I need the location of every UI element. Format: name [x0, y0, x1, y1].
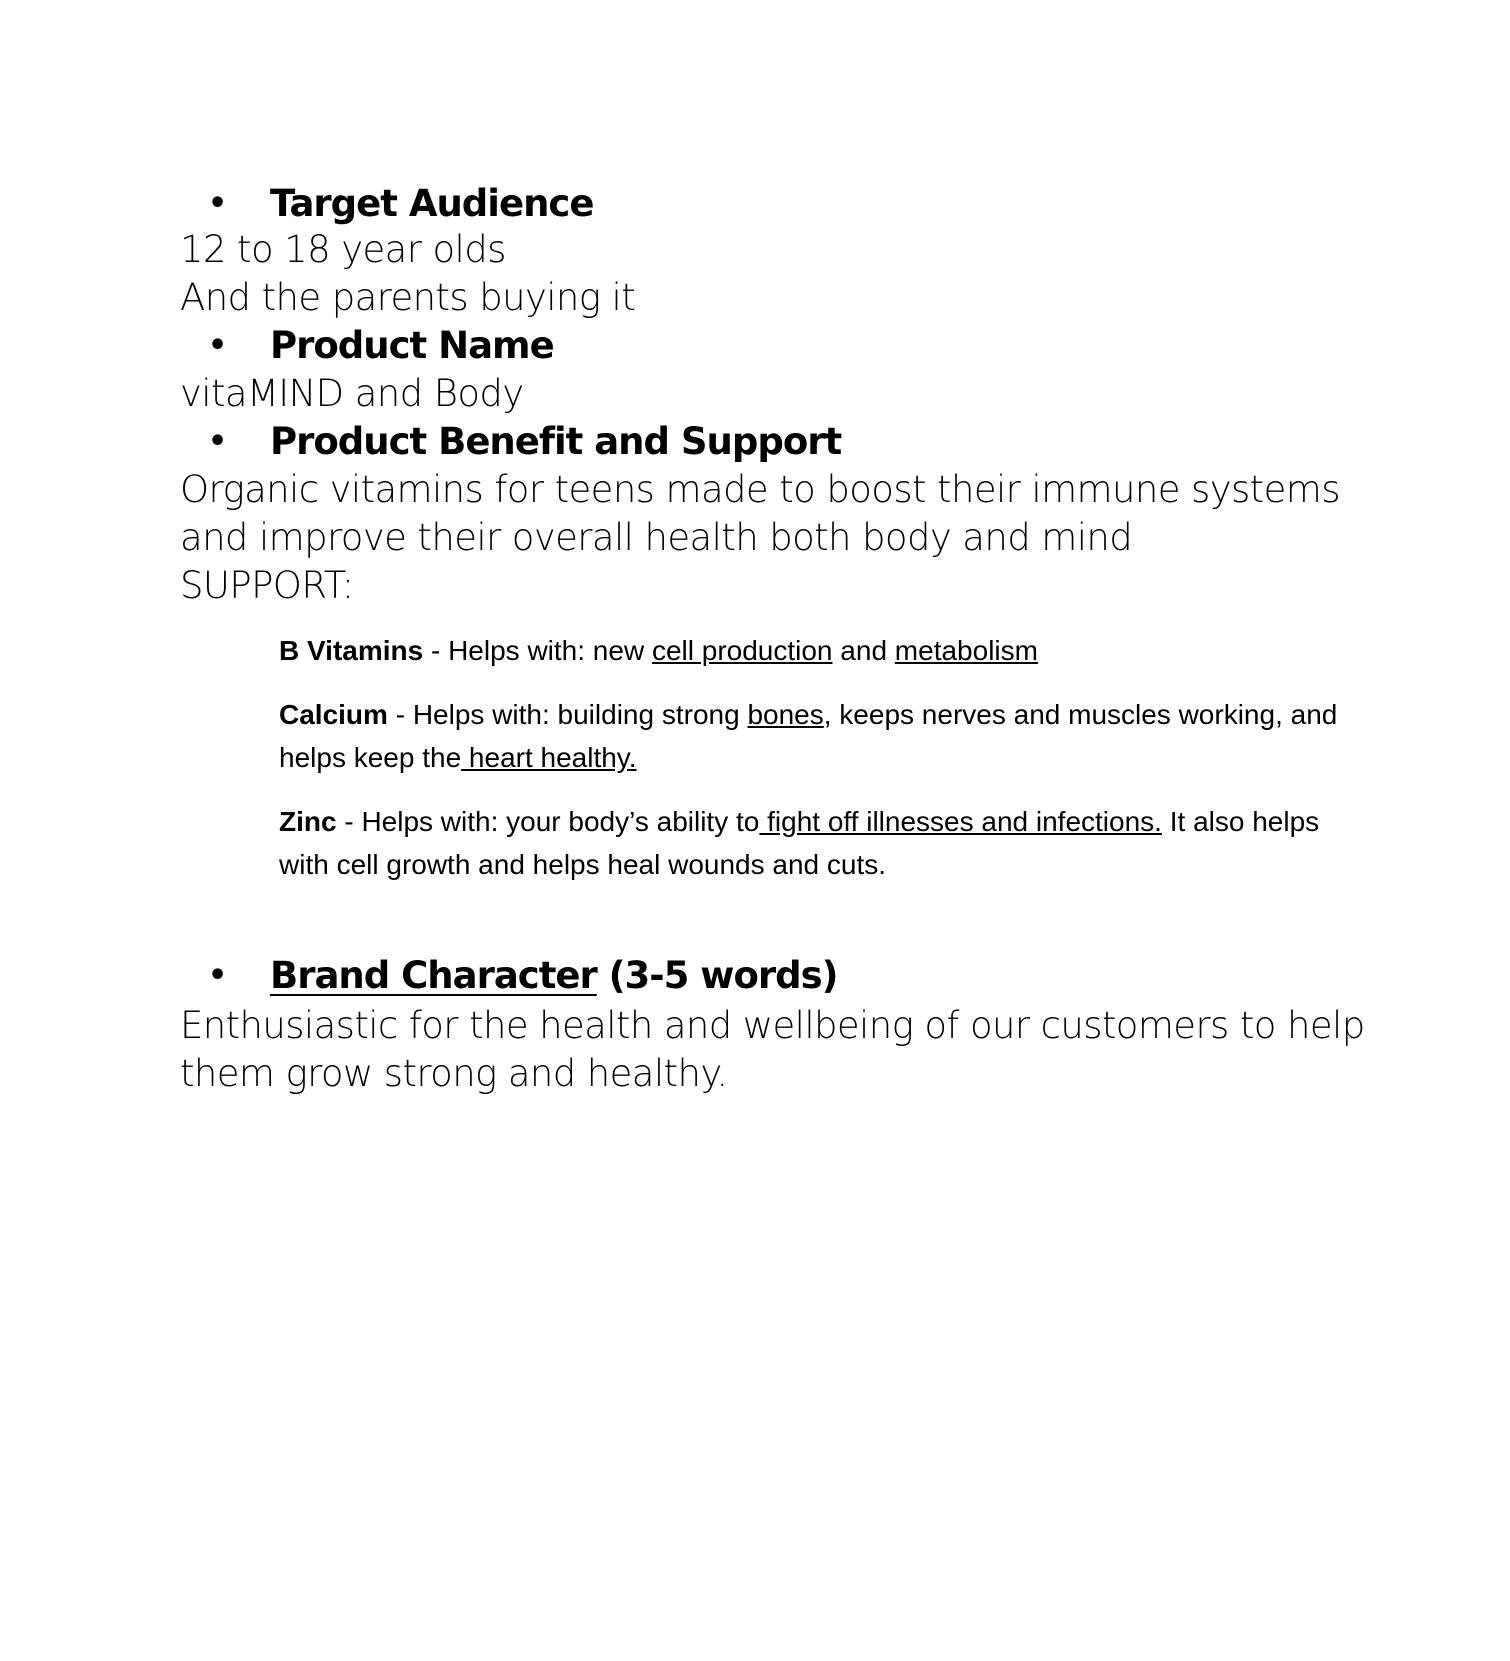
support-item-name: Calcium	[279, 699, 388, 730]
link-heart-healthy[interactable]: heart healthy.	[461, 742, 637, 773]
heading-brand-character	[208, 952, 838, 1000]
heading-target-audience	[208, 180, 593, 228]
brand-character-line-1: Enthusiastic for the health and wellbeing of our customers to help	[180, 1004, 1365, 1047]
support-item-text: - Helps with: your body’s ability to	[336, 806, 760, 837]
support-item-calcium	[279, 693, 1359, 779]
bullet-icon: •	[208, 328, 227, 363]
link-fight-off-illnesses[interactable]: fight off illnesses and infections.	[759, 806, 1162, 837]
heading-target-audience-label: Target Audience	[270, 182, 594, 225]
heading-brand-character-suffix: (3-5 words)	[596, 954, 838, 997]
heading-product-name	[208, 322, 554, 370]
heading-brand-character-label: Brand Character	[270, 954, 597, 997]
heading-product-name-label: Product Name	[270, 324, 554, 367]
product-benefit-line-1: Organic vitamins for teens made to boost their immune systems	[180, 468, 1340, 511]
support-item-b-vitamins	[279, 629, 1359, 672]
support-item-text: and	[832, 635, 895, 666]
heading-product-benefit-label: Product Benefit and Support	[270, 420, 842, 463]
support-item-name: B Vitamins	[279, 635, 424, 666]
link-bones[interactable]: bones	[747, 699, 824, 730]
target-audience-line-2: And the parents buying it	[180, 276, 636, 319]
bullet-icon: •	[208, 424, 227, 459]
target-audience-line-1: 12 to 18 year olds	[180, 228, 506, 271]
product-benefit-line-2: and improve their overall health both body and mind	[180, 516, 1133, 559]
bullet-icon: •	[208, 958, 227, 993]
brand-character-line-2: them grow strong and healthy.	[180, 1052, 728, 1095]
support-item-name: Zinc	[279, 806, 337, 837]
support-item-text: - Helps with: new	[423, 635, 652, 666]
heading-product-benefit	[208, 418, 841, 466]
support-item-text: - Helps with: building strong	[387, 699, 748, 730]
support-item-zinc	[279, 800, 1359, 886]
support-item-text: , keeps nerves and muscles working, and helps keep the	[279, 699, 1338, 773]
link-metabolism[interactable]: metabolism	[894, 635, 1038, 666]
link-cell-production[interactable]: cell production	[651, 635, 833, 666]
product-benefit-line-3: SUPPORT:	[180, 564, 354, 607]
bullet-icon: •	[208, 186, 227, 221]
product-name-line-1: vitaMIND and Body	[180, 372, 524, 415]
support-item-text: It also helps with cell growth and helps heal wounds and cuts.	[279, 806, 1320, 880]
